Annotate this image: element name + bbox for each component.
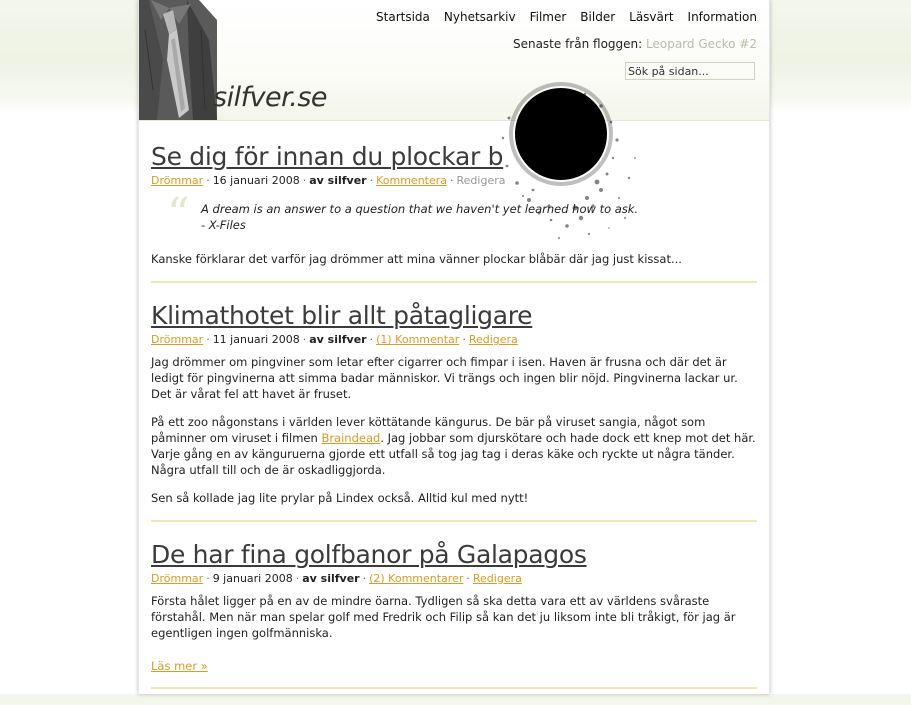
paragraph-text: På ett zoo någonstans i världen lever köttätande kängurus. De bär på viruset sangia, något som påminner om viruset i filmen <box>151 415 706 445</box>
post-title[interactable]: De har fina golfbanor på Galapagos <box>151 540 587 569</box>
shirt-and-tie-icon <box>139 0 217 120</box>
post-edit-link[interactable]: Redigera <box>472 572 522 585</box>
post-meta <box>151 333 757 346</box>
read-more-link[interactable]: Läs mer » <box>151 659 208 673</box>
meta-separator: · <box>295 572 300 585</box>
post-edit-link[interactable]: Redigera <box>468 333 518 346</box>
meta-separator: · <box>369 174 374 187</box>
page-container <box>138 0 770 694</box>
latest-flog-label: Senaste från floggen: <box>512 37 643 51</box>
meta-separator: · <box>302 333 307 346</box>
post <box>151 538 757 689</box>
meta-separator: · <box>450 174 454 187</box>
post-comments-link[interactable]: (2) Kommentarer <box>369 572 464 585</box>
quote-mark-icon: “ <box>167 189 190 240</box>
site-logo[interactable]: silfver.se <box>213 82 328 113</box>
latest-flog-link[interactable]: Leopard Gecko #2 <box>646 37 757 51</box>
post-author: av silfver <box>309 174 367 187</box>
post-title[interactable]: Se dig för innan du plockar b <box>151 142 504 171</box>
post-comments-link[interactable]: (1) Kommentar <box>376 333 460 346</box>
meta-separator: · <box>362 572 367 585</box>
meta-separator: · <box>302 174 307 187</box>
nav-item-lasvart[interactable]: Läsvärt <box>629 10 674 24</box>
post-category-link[interactable]: Drömmar <box>151 572 204 585</box>
post-paragraph: Sen så kollade jag lite prylar på Lindex också. Alltid kul med nytt! <box>151 491 529 505</box>
blockquote <box>167 189 757 240</box>
quote-text: A dream is an answer to a question that we haven't yet learned how to ask. <box>201 202 639 216</box>
site-header <box>139 0 769 121</box>
post-meta <box>151 174 757 187</box>
post-paragraph: Jag drömmer om pingviner som letar efter cigarrer och fimpar i isen. Haven är frusna och där det är ledigt för pingvinerna att simma badar människor. Vi trängs och ingen blir nöjd. Pingvinerna lackar ur. Det är vårat fel att havet är fruset. <box>151 355 738 401</box>
post-author: av silfver <box>302 572 360 585</box>
post <box>151 140 757 283</box>
meta-separator: · <box>206 174 210 187</box>
post <box>151 299 757 522</box>
post-date: 11 januari 2008 <box>212 333 300 346</box>
post-comments-link[interactable]: Kommentera <box>376 174 448 187</box>
post-paragraph <box>151 414 757 478</box>
post-category-link[interactable]: Drömmar <box>151 174 204 187</box>
post-author: av silfver <box>309 333 367 346</box>
post-category-link[interactable]: Drömmar <box>151 333 204 346</box>
post-meta <box>151 572 757 585</box>
meta-separator: · <box>466 572 470 585</box>
braindead-link[interactable]: Braindead <box>321 431 381 445</box>
meta-separator: · <box>206 333 210 346</box>
post-date: 9 januari 2008 <box>212 572 293 585</box>
post-edit-link[interactable]: Redigera <box>456 174 506 187</box>
nav-item-nyhetsarkiv[interactable]: Nyhetsarkiv <box>443 10 516 24</box>
nav-item-startsida[interactable]: Startsida <box>376 10 430 24</box>
main-nav <box>376 10 757 24</box>
post-title[interactable]: Klimathotet blir allt påtagligare <box>151 301 533 330</box>
post-paragraph: Första hålet ligger på en av de mindre öarna. Tydligen så ska detta vara ett av världens svåraste förstahål. Men när man spelar golf med Fredrik och Filip så kan det ju liksom inte bli tråkigt, för jag är egentligen ingen golfmänniska. <box>151 594 736 640</box>
quote-source: - X-Files <box>201 218 246 232</box>
meta-separator: · <box>462 333 466 346</box>
meta-separator: · <box>369 333 374 346</box>
nav-item-filmer[interactable]: Filmer <box>529 10 567 24</box>
meta-separator: · <box>206 572 210 585</box>
post-list <box>151 140 757 705</box>
post-date: 16 januari 2008 <box>212 174 300 187</box>
post-paragraph: Kanske förklarar det varför jag drömmer att mina vänner plockar blåbär där jag just kissat... <box>151 252 682 266</box>
latest-flog <box>513 37 757 51</box>
nav-item-information[interactable]: Information <box>687 10 757 24</box>
nav-item-bilder[interactable]: Bilder <box>580 10 616 24</box>
paragraph-text: . Jag jobbar som djurskötare och hade dock ett knep mot det här. Varje gång en av känguruerna gjorde ett utfall så tog jag tag i deras käke och ryckte ut några tänder. Några utfall till och de är oskadliggjorda. <box>151 431 756 477</box>
